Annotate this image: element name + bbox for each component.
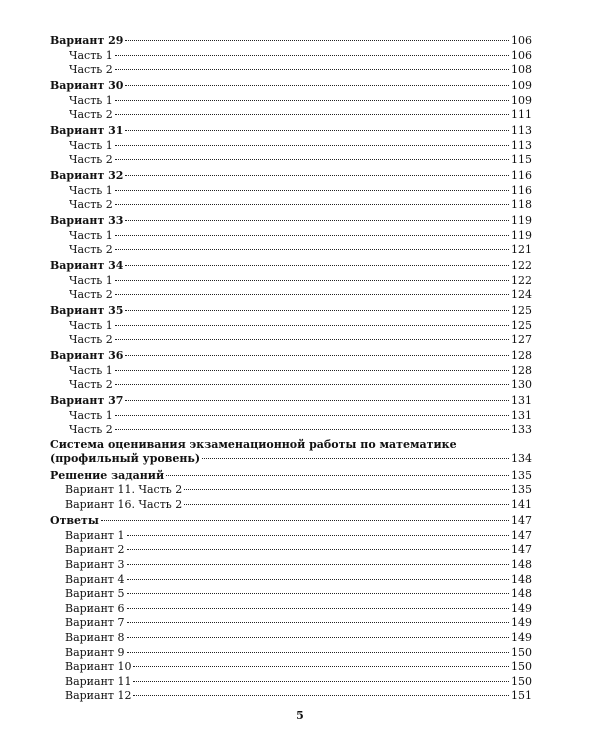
toc-entry-part <box>50 198 532 213</box>
toc-entry-title: Часть 1 <box>69 363 113 377</box>
dot-leader <box>127 608 510 609</box>
toc-entry-answer-item <box>50 616 532 631</box>
toc-entry-title: Часть 2 <box>69 108 113 122</box>
toc-entry-answer-item <box>50 602 532 617</box>
toc-entry-variant <box>50 169 532 184</box>
toc-entry-page: 147 <box>511 514 532 528</box>
toc-entry-part <box>50 288 532 303</box>
toc-entry-page: 119 <box>511 228 532 242</box>
toc-entry-page: 111 <box>511 108 532 122</box>
dot-leader <box>115 280 509 281</box>
toc-entry-solution-item <box>50 483 532 498</box>
dot-leader <box>115 114 509 115</box>
toc-entry-title: Часть 2 <box>69 423 113 437</box>
dot-leader <box>115 159 509 160</box>
toc-entry-answer-item <box>50 646 532 661</box>
toc-entry-title: Вариант 4 <box>65 572 125 586</box>
dot-leader <box>166 475 509 476</box>
toc-entry-title: Вариант 6 <box>65 601 125 615</box>
toc-entry-page: 125 <box>511 318 532 332</box>
toc-entry-variant <box>50 259 532 274</box>
dot-leader <box>115 55 509 56</box>
dot-leader <box>115 249 509 250</box>
toc-entry-title: Вариант 5 <box>65 587 125 601</box>
toc-entry-variant <box>50 394 532 409</box>
toc-entry-page: 128 <box>511 363 532 377</box>
dot-leader <box>115 415 509 416</box>
toc-entry-page: 149 <box>511 616 532 630</box>
toc-entry-part <box>50 333 532 348</box>
toc-entry-variant <box>50 124 532 139</box>
toc-entry-answer-item <box>50 529 532 544</box>
toc-entry-page: 148 <box>511 572 532 586</box>
toc-entry-title: Вариант 3 <box>65 558 125 572</box>
dot-leader <box>115 429 509 430</box>
toc-entry-variant <box>50 214 532 229</box>
toc-entry-page: 106 <box>511 48 532 62</box>
toc-entry-part <box>50 364 532 379</box>
dot-leader <box>101 520 509 521</box>
toc-entry-page: 147 <box>511 528 532 542</box>
toc-entry-answers <box>50 514 532 529</box>
toc-entry-variant <box>50 349 532 364</box>
dot-leader <box>115 235 509 236</box>
toc-entry-title: Вариант 12 <box>65 689 132 703</box>
toc-entry-title: Решение заданий <box>50 468 165 482</box>
toc-entry-page: 125 <box>511 304 532 317</box>
toc-entry-page: 135 <box>511 468 532 482</box>
toc-entry-part <box>50 108 532 123</box>
toc-entry-title: Вариант 35 <box>50 304 124 317</box>
toc-entry-page: 150 <box>511 645 532 659</box>
toc-entry-page: 128 <box>511 348 532 362</box>
toc-entry-title: Вариант 29 <box>50 34 124 48</box>
dot-leader <box>127 535 510 536</box>
dot-leader <box>125 220 509 221</box>
toc-entry-solutions <box>50 469 532 484</box>
dot-leader <box>133 681 509 682</box>
toc-entry-title: Часть 1 <box>69 138 113 152</box>
toc-entry-part <box>50 409 532 424</box>
dot-leader <box>115 370 509 371</box>
dot-leader <box>125 310 509 311</box>
toc-entry-page: 115 <box>511 153 532 167</box>
toc-entry-page: 149 <box>511 601 532 615</box>
dot-leader <box>202 458 509 459</box>
dot-leader <box>125 400 509 401</box>
toc-entry-variant <box>50 34 532 49</box>
toc-entry-title: Вариант 9 <box>65 645 125 659</box>
toc-entry-part <box>50 94 532 109</box>
toc-entry-answer-item <box>50 631 532 646</box>
toc-entry-part <box>50 274 532 289</box>
toc-entry-title: Часть 1 <box>69 318 113 332</box>
dot-leader <box>115 190 509 191</box>
dot-leader <box>115 145 509 146</box>
dot-leader <box>115 339 509 340</box>
toc-entry-title: Вариант 2 <box>65 543 125 557</box>
toc-entry-title: Часть 2 <box>69 243 113 257</box>
dot-leader <box>125 85 509 86</box>
toc-entry-grading-line1: Система оценивания экзаменационной работы по математике <box>50 437 457 451</box>
dot-leader <box>127 564 510 565</box>
dot-leader <box>127 549 510 550</box>
toc-entry-title: Вариант 8 <box>65 631 125 645</box>
toc-entry-part <box>50 423 532 438</box>
toc-entry-page: 147 <box>511 543 532 557</box>
dot-leader <box>184 504 509 505</box>
toc-entry-part <box>50 378 532 393</box>
toc-entry-page: 151 <box>511 689 532 703</box>
toc-entry-page: 121 <box>511 243 532 257</box>
toc-entry-answer-item <box>50 675 532 690</box>
toc-entry-title: Вариант 34 <box>50 259 124 273</box>
dot-leader <box>127 579 510 580</box>
toc-entry-page: 122 <box>511 259 532 273</box>
toc-entry-page: 150 <box>511 674 532 688</box>
dot-leader <box>125 355 509 356</box>
toc-entry-page: 106 <box>511 34 532 48</box>
toc-entry-title: Часть 1 <box>69 183 113 197</box>
toc-entry-page: 133 <box>511 423 532 437</box>
toc-entry-page: 113 <box>511 138 532 152</box>
toc-entry-page: 150 <box>511 660 532 674</box>
toc-entry-page: 148 <box>511 587 532 601</box>
toc-entry-part <box>50 49 532 64</box>
dot-leader <box>127 652 510 653</box>
dot-leader <box>125 265 509 266</box>
toc-entry-variant <box>50 79 532 94</box>
toc-entry-page: 131 <box>511 393 532 407</box>
dot-leader <box>115 204 509 205</box>
toc-entry-part <box>50 63 532 78</box>
toc-entry-page: 116 <box>511 169 532 183</box>
toc-entry-part <box>50 243 532 258</box>
toc-entry-title: (профильный уровень) <box>50 452 201 466</box>
toc-entry-page: 130 <box>511 378 532 392</box>
toc-entry-title: Часть 1 <box>69 228 113 242</box>
toc-entry-answer-item <box>50 587 532 602</box>
toc-entry-part <box>50 319 532 334</box>
toc-entry-title: Часть 2 <box>69 378 113 392</box>
toc-entry-answer-item <box>50 543 532 558</box>
dot-leader <box>115 69 509 70</box>
dot-leader <box>115 325 509 326</box>
toc-entry-answer-item <box>50 558 532 573</box>
dot-leader <box>125 130 509 131</box>
dot-leader <box>133 695 509 696</box>
toc-entry-title: Часть 2 <box>69 288 113 302</box>
toc-entry-title: Ответы <box>50 514 99 528</box>
toc-entry-title: Часть 2 <box>69 198 113 212</box>
toc-entry-title: Часть 1 <box>69 93 113 107</box>
toc-entry-title: Вариант 36 <box>50 348 124 362</box>
dot-leader <box>125 40 509 41</box>
dot-leader <box>127 622 510 623</box>
toc-entry-page: 148 <box>511 558 532 572</box>
toc-entry-page: 122 <box>511 273 532 287</box>
toc-entry-page: 119 <box>511 214 532 228</box>
toc-entry-solution-item <box>50 498 532 513</box>
toc-entry-title: Вариант 37 <box>50 393 124 407</box>
toc-entry-page: 109 <box>511 93 532 107</box>
page-number: 5 <box>296 709 304 722</box>
dot-leader <box>184 489 509 490</box>
dot-leader <box>127 593 510 594</box>
toc-entry-title: Вариант 11 <box>65 674 132 688</box>
dot-leader <box>115 294 509 295</box>
toc-entry-title: Часть 1 <box>69 48 113 62</box>
toc-entry-title: Вариант 7 <box>65 616 125 630</box>
toc-entry-answer-item <box>50 689 532 704</box>
toc-entry-page: 116 <box>511 183 532 197</box>
toc-entry-page: 109 <box>511 79 532 93</box>
toc-entry-title: Часть 2 <box>69 63 113 77</box>
toc-entry-page: 141 <box>511 497 532 511</box>
toc-entry-part <box>50 153 532 168</box>
toc-entry-page: 131 <box>511 408 532 422</box>
toc-entry-page: 149 <box>511 631 532 645</box>
table-of-contents <box>50 33 532 704</box>
dot-leader <box>115 100 509 101</box>
toc-entry-part <box>50 139 532 154</box>
toc-entry-page: 118 <box>511 198 532 212</box>
toc-entry-title: Вариант 32 <box>50 169 124 183</box>
dot-leader <box>133 666 509 667</box>
toc-entry-page: 124 <box>511 288 532 302</box>
toc-entry-page: 134 <box>511 452 532 466</box>
toc-entry-page: 135 <box>511 483 532 497</box>
toc-entry-part <box>50 184 532 199</box>
toc-entry-answer-item <box>50 573 532 588</box>
dot-leader <box>125 175 509 176</box>
toc-entry-title: Часть 1 <box>69 273 113 287</box>
toc-entry-part <box>50 229 532 244</box>
toc-entry-page: 108 <box>511 63 532 77</box>
toc-entry-grading <box>50 452 532 467</box>
toc-entry-page: 113 <box>511 124 532 138</box>
toc-entry-title: Вариант 10 <box>65 660 132 674</box>
toc-entry-page: 127 <box>511 333 532 347</box>
toc-entry-title: Вариант 11. Часть 2 <box>65 483 183 497</box>
dot-leader <box>127 637 510 638</box>
toc-entry-title: Часть 1 <box>69 408 113 422</box>
toc-entry-answer-item <box>50 660 532 675</box>
toc-entry-variant <box>50 304 532 319</box>
dot-leader <box>115 384 509 385</box>
toc-entry-title: Вариант 33 <box>50 214 124 228</box>
toc-entry-title: Часть 2 <box>69 333 113 347</box>
toc-entry-title: Вариант 16. Часть 2 <box>65 497 183 511</box>
toc-entry-title: Вариант 31 <box>50 124 124 138</box>
toc-entry-title: Вариант 30 <box>50 79 124 93</box>
toc-entry-title: Вариант 1 <box>65 528 125 542</box>
toc-entry-title: Часть 2 <box>69 153 113 167</box>
